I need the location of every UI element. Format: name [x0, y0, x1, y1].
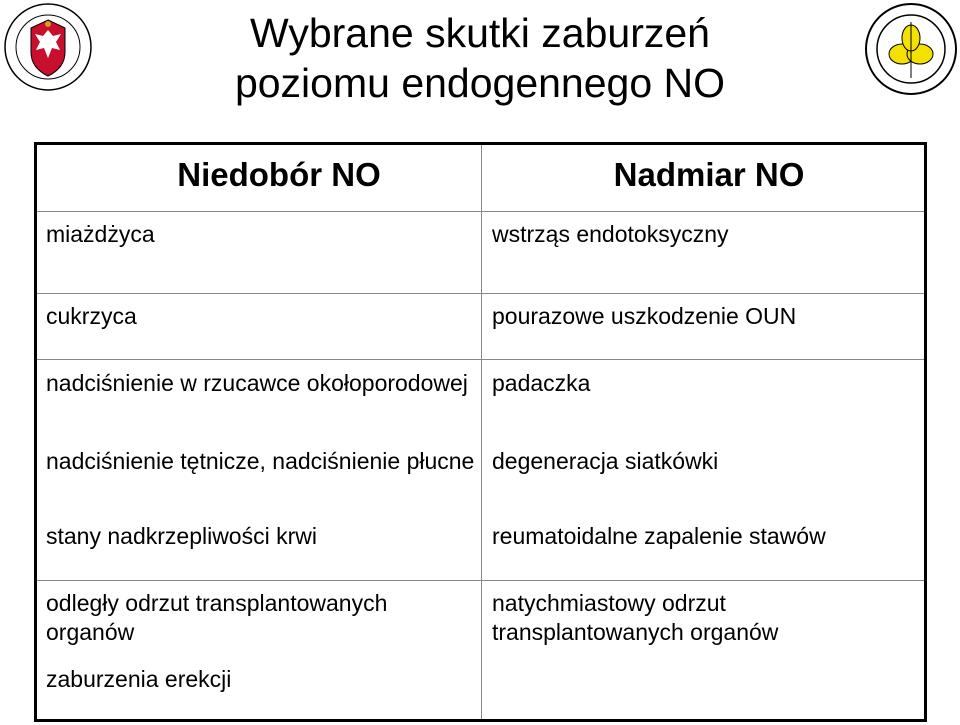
slide-title-line2: poziomu endogennego NO: [234, 60, 726, 106]
row-divider: [37, 293, 924, 294]
left-cell-7: zaburzenia erekcji: [46, 666, 232, 692]
left-cell-6: odległy odrzut transplantowanych organów: [46, 590, 388, 645]
column-divider: [481, 145, 482, 719]
organic-chemistry-institute-logo-icon: [864, 2, 958, 96]
left-cell-2: cukrzyca: [46, 303, 137, 329]
right-cell-2: pourazowe uszkodzenie OUN: [492, 303, 797, 329]
left-cell-4: nadciśnienie tętnicze, nadciśnienie płucne: [46, 448, 475, 474]
slide-title-line1: Wybrane skutki zaburzeń: [250, 10, 710, 56]
header-deficiency: Niedobór NO: [177, 156, 381, 193]
right-cell-5: reumatoidalne zapalenie stawów: [492, 523, 826, 549]
header-excess: Nadmiar NO: [613, 156, 805, 193]
right-cell-6: natychmiastowy odrzut transplantowanych organów: [492, 590, 779, 645]
header-divider: [37, 211, 924, 212]
left-cell-5: stany nadkrzepliwości krwi: [46, 523, 317, 549]
slide-title: [150, 8, 810, 108]
row-divider: [37, 580, 924, 581]
right-cell-4: degeneracja siatkówki: [492, 448, 719, 474]
row-divider: [37, 359, 924, 360]
comparison-table: [34, 142, 927, 722]
right-cell-3: padaczka: [492, 370, 591, 396]
left-cell-1: miażdżyca: [46, 221, 155, 247]
right-cell-1: wstrząs endotoksyczny: [492, 221, 729, 247]
left-cell-3: nadciśnienie w rzucawce okołoporodowej: [46, 370, 468, 396]
university-seal-icon: [3, 2, 93, 92]
